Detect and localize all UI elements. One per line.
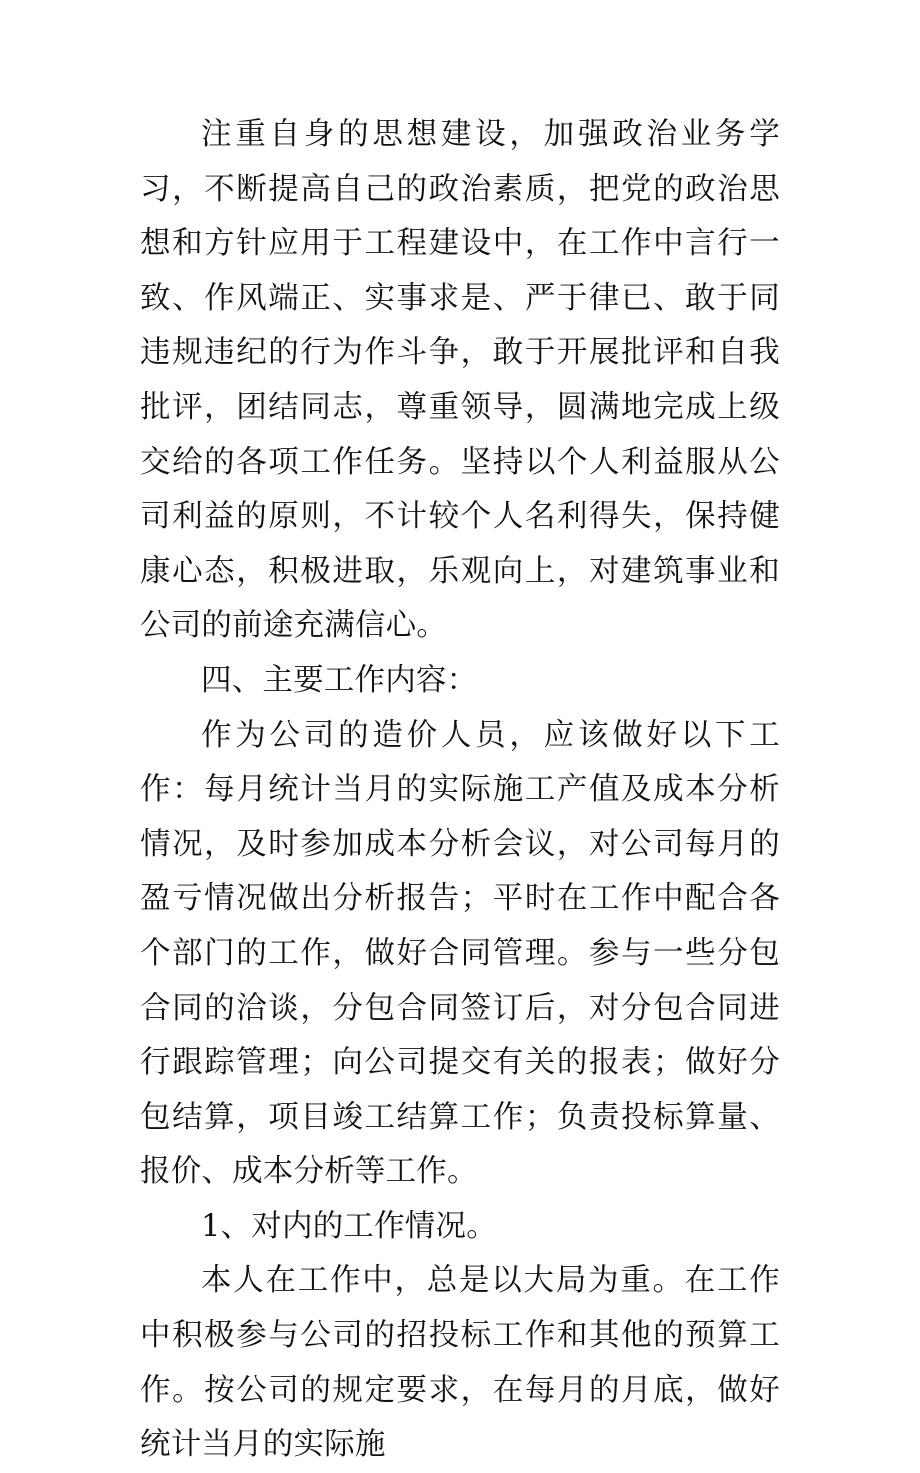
section-heading-main-work: 四、主要工作内容： — [201, 662, 478, 698]
paragraph-internal-work: 本人在工作中，总是以大局为重。在工作中积极参与公司的招投标工作和其他的预算工作。按公司的规定要求，在每月的月底，做好统计当月的实际施 — [140, 1263, 780, 1463]
subsection-heading-internal-work: 1、对内的工作情况。 — [201, 1208, 497, 1244]
paragraph-work-duties: 作为公司的造价人员，应该做好以下工作：每月统计当月的实际施工产值及成本分析情况，及时参加成本分析会议，对公司每月的盈亏情况做出分析报告；平时在工作中配合各个部门的工作，做好合同管理。参与一些分包合同的洽谈，分包合同签订后，对分包合同进行跟踪管理；向公司提交有关的报表；做好分包结算，项目竣工结算工作；负责投标算量、报价、成本分析等工作。 — [140, 717, 780, 1190]
paragraph-self-development: 注重自身的思想建设，加强政治业务学习，不断提高自己的政治素质，把党的政治思想和方针应用于工程建设中，在工作中言行一致、作风端正、实事求是、严于律已、敢于同违规违纪的行为作斗争，敢于开展批评和自我批评，团结同志，尊重领导，圆满地完成上级交给的各项工作任务。坚持以个人利益服从公司利益的原则，不计较个人名利得失，保持健康心态，积极进取，乐观向上，对建筑事业和公司的前途充满信心。 — [140, 117, 780, 644]
document-body — [140, 108, 780, 1473]
